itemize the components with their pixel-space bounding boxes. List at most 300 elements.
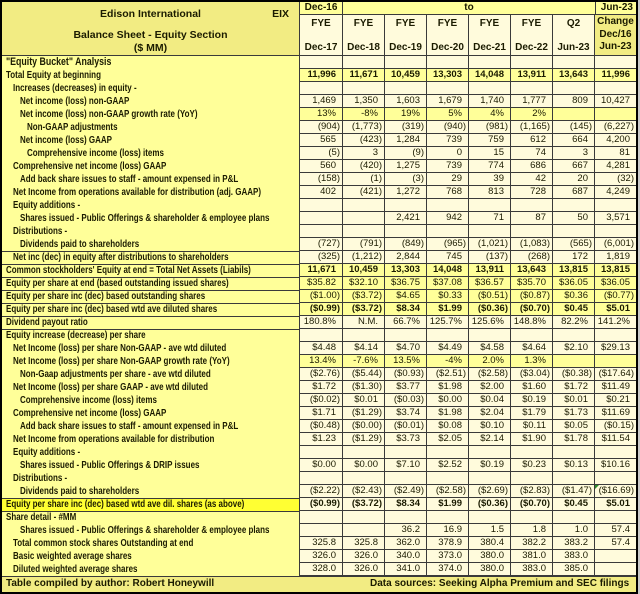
row-label: [2, 225, 300, 238]
column-header: [385, 15, 427, 55]
value-cell: ($0.36): [469, 303, 511, 316]
table-row: [2, 316, 636, 329]
value-cell: $1.72: [300, 381, 343, 394]
value-cell: $2.52: [427, 459, 469, 472]
row-label: [2, 134, 300, 147]
table-row: [2, 251, 636, 264]
value-cell: $1.98: [427, 407, 469, 420]
value-cell: 1,272: [385, 186, 427, 199]
value-cell: [595, 199, 636, 212]
row-label-text: Net Income from operations available for distribution (adj. GAAP): [13, 187, 262, 198]
value-cell: 14,048: [469, 69, 511, 82]
table-row: [2, 329, 636, 342]
row-label-text: Basic weighted average shares: [13, 551, 132, 562]
value-cell: ($0.01): [385, 420, 427, 433]
row-label: [2, 537, 300, 550]
column-header-line: Change: [597, 16, 634, 28]
value-cell: ($1.29): [343, 407, 385, 420]
table-subtitle: Balance Sheet - Equity Section: [73, 29, 228, 41]
value-cell: $1.79: [511, 407, 553, 420]
column-header-line: FYE: [311, 18, 331, 29]
value-cell: ($0.93): [385, 368, 427, 381]
row-label-text: Shares issued - Public Offerings & shareholder & employee plans: [20, 213, 270, 224]
value-cell: 560: [300, 160, 343, 173]
value-cell: $0.00: [343, 459, 385, 472]
period-to: to: [464, 2, 474, 13]
value-cell: 326.0: [343, 550, 385, 563]
table-row: [2, 69, 636, 82]
value-cell: 74: [511, 147, 553, 160]
row-label: [2, 329, 300, 342]
value-cell: ($2.58): [427, 485, 469, 498]
row-label: [2, 342, 300, 355]
table-row: [2, 264, 636, 277]
row-label: [2, 485, 300, 498]
value-cell: $35.70: [511, 277, 553, 290]
value-cell: $11.54: [595, 433, 636, 446]
value-cell: [469, 329, 511, 342]
value-cell: 13,815: [595, 264, 636, 277]
value-cell: [385, 472, 427, 485]
value-cell: (1,165): [511, 121, 553, 134]
value-cell: [427, 225, 469, 238]
value-cell: N.M.: [343, 316, 385, 329]
column-header: [427, 15, 469, 55]
table-row: [2, 498, 636, 511]
value-cell: $0.04: [469, 394, 511, 407]
value-cell: $0.01: [343, 394, 385, 407]
value-cell: [385, 199, 427, 212]
value-cell: [595, 511, 636, 524]
value-cell: [511, 82, 553, 95]
value-cell: (1,773): [343, 121, 385, 134]
value-cell: [427, 511, 469, 524]
value-cell: $2.10: [553, 342, 595, 355]
row-label-text: Share detail - #MM: [6, 512, 77, 523]
value-cell: $0.08: [427, 420, 469, 433]
value-cell: $3.73: [385, 433, 427, 446]
table-row: [2, 277, 636, 290]
column-header-line: Dec-17: [304, 42, 338, 53]
row-label: [2, 264, 300, 277]
table-row: [2, 160, 636, 173]
value-cell: [300, 446, 343, 459]
value-cell: $2.04: [469, 407, 511, 420]
table-row: [2, 563, 636, 576]
value-cell: 13,643: [511, 264, 553, 277]
value-cell: $1.99: [427, 303, 469, 316]
value-cell: 325.8: [343, 537, 385, 550]
value-cell: [595, 563, 636, 576]
value-cell: (1,212): [343, 251, 385, 264]
value-cell: [553, 329, 595, 342]
value-cell: (981): [469, 121, 511, 134]
value-cell: (940): [427, 121, 469, 134]
value-cell: $36.05: [595, 277, 636, 290]
value-cell: 3,571: [595, 212, 636, 225]
row-label: [2, 472, 300, 485]
value-cell: [595, 56, 636, 69]
value-cell: (6,001): [595, 238, 636, 251]
value-cell: $0.21: [595, 394, 636, 407]
column-header: [343, 15, 385, 55]
value-cell: $4.65: [385, 290, 427, 303]
period-strip: [300, 2, 636, 15]
value-cell: 36.2: [385, 524, 427, 537]
value-cell: [595, 225, 636, 238]
value-cell: $10.16: [595, 459, 636, 472]
value-cell: $0.19: [469, 459, 511, 472]
value-cell: [343, 56, 385, 69]
row-label-text: Total common stock shares Outstanding at end: [13, 538, 194, 549]
value-cell: $0.01: [553, 394, 595, 407]
value-cell: $8.34: [385, 498, 427, 511]
row-label-text: Total Equity at beginning: [6, 70, 101, 81]
value-cell: [469, 225, 511, 238]
row-label: [2, 147, 300, 160]
value-cell: -7.6%: [343, 355, 385, 368]
table-row: [2, 56, 636, 69]
value-cell: 385.0: [553, 563, 595, 576]
value-cell: 383.2: [553, 537, 595, 550]
value-cell: ($2.43): [343, 485, 385, 498]
row-label: [2, 524, 300, 537]
table-row: [2, 212, 636, 225]
table-row: [2, 485, 636, 498]
value-cell: (5): [300, 147, 343, 160]
value-cell: [595, 82, 636, 95]
value-cell: (1,021): [469, 238, 511, 251]
table-row: [2, 446, 636, 459]
column-header-line: Dec-22: [515, 42, 548, 53]
row-label: [2, 563, 300, 576]
value-cell: 3: [553, 147, 595, 160]
value-cell: ($0.00): [343, 420, 385, 433]
value-cell: [343, 472, 385, 485]
value-cell: (420): [343, 160, 385, 173]
value-cell: $32.10: [343, 277, 385, 290]
value-cell: ($3.72): [343, 498, 385, 511]
value-cell: 1,275: [385, 160, 427, 173]
row-label-text: Equity additions -: [13, 447, 81, 458]
value-cell: [385, 225, 427, 238]
value-cell: ($1.29): [343, 433, 385, 446]
value-cell: [595, 355, 636, 368]
value-cell: (145): [553, 121, 595, 134]
value-cell: 66.7%: [385, 316, 427, 329]
value-cell: $4.64: [511, 342, 553, 355]
row-label-text: Equity per share at end (based outstanding issued shares): [6, 278, 229, 289]
value-cell: 341.0: [385, 563, 427, 576]
value-cell: 3: [343, 147, 385, 160]
value-cell: (9): [385, 147, 427, 160]
row-label: [2, 251, 300, 264]
value-cell: 10,427: [595, 95, 636, 108]
row-label: [2, 238, 300, 251]
value-cell: (423): [343, 134, 385, 147]
value-cell: 565: [300, 134, 343, 147]
value-cell: (1): [343, 173, 385, 186]
table-row: [2, 290, 636, 303]
value-cell: (421): [343, 186, 385, 199]
row-label: [2, 511, 300, 524]
value-cell: 13%: [300, 108, 343, 121]
value-cell: ($0.03): [385, 394, 427, 407]
value-cell: 13,303: [385, 264, 427, 277]
row-label-text: Equity additions -: [13, 200, 81, 211]
row-label-text: Diluted weighted average shares: [13, 564, 138, 575]
value-cell: 1,679: [427, 95, 469, 108]
value-cell: [343, 225, 385, 238]
value-cell: 728: [511, 186, 553, 199]
row-label-text: Non-GAAP adjustments: [27, 122, 118, 133]
row-label: [2, 212, 300, 225]
value-cell: 1.0: [553, 524, 595, 537]
value-cell: ($1.00): [300, 290, 343, 303]
row-label-text: Net Income (loss) per share Non-GAAP growth rate (YoY): [13, 356, 230, 367]
row-label-text: Shares issued - Public Offerings & shareholder & employee plans: [20, 525, 270, 536]
value-cell: 1,603: [385, 95, 427, 108]
value-cell: (319): [385, 121, 427, 134]
column-header: [511, 15, 553, 55]
value-cell: [595, 550, 636, 563]
value-cell: [385, 446, 427, 459]
value-cell: 125.7%: [427, 316, 469, 329]
value-cell: $37.08: [427, 277, 469, 290]
row-label-text: Comprehensive net income (loss) GAAP: [13, 408, 167, 419]
table-row: [2, 433, 636, 446]
row-label: [2, 433, 300, 446]
value-cell: 42: [511, 173, 553, 186]
value-cell: (791): [343, 238, 385, 251]
table-row: [2, 173, 636, 186]
value-cell: 612: [511, 134, 553, 147]
value-cell: 2%: [511, 108, 553, 121]
value-cell: [511, 472, 553, 485]
value-cell: [553, 82, 595, 95]
title-block: [2, 2, 300, 55]
value-cell: 13,815: [553, 264, 595, 277]
value-cell: [385, 56, 427, 69]
value-cell: (727): [300, 238, 343, 251]
value-cell: (1,083): [511, 238, 553, 251]
value-cell: 1.8: [511, 524, 553, 537]
value-cell: $3.77: [385, 381, 427, 394]
value-cell: $2.05: [427, 433, 469, 446]
row-label: [2, 186, 300, 199]
column-header-line: FYE: [437, 18, 458, 29]
value-cell: [553, 511, 595, 524]
value-cell: [427, 82, 469, 95]
table-row: [2, 550, 636, 563]
value-cell: ($0.70): [511, 498, 553, 511]
value-cell: $0.45: [553, 303, 595, 316]
row-label-text: Increases (decreases) in equity -: [13, 83, 137, 94]
value-cell: ($0.99): [300, 303, 343, 316]
value-cell: 2.0%: [469, 355, 511, 368]
value-cell: 13,911: [511, 69, 553, 82]
value-cell: -8%: [343, 108, 385, 121]
value-cell: (565): [553, 238, 595, 251]
table-row: [2, 82, 636, 95]
value-cell: $0.19: [511, 394, 553, 407]
value-cell: 809: [553, 95, 595, 108]
row-label: [2, 95, 300, 108]
value-cell: 326.0: [343, 563, 385, 576]
value-cell: $0.23: [511, 459, 553, 472]
value-cell: $8.34: [385, 303, 427, 316]
value-cell: 382.2: [511, 537, 553, 550]
column-header-line: Dec-18: [347, 42, 380, 53]
value-cell: [553, 446, 595, 459]
value-cell: $0.00: [300, 459, 343, 472]
value-cell: 774: [469, 160, 511, 173]
value-cell: $1.98: [427, 381, 469, 394]
row-label-text: "Equity Bucket" Analysis: [6, 56, 112, 68]
value-cell: ($2.69): [469, 485, 511, 498]
table-row: [2, 303, 636, 316]
row-label: [2, 420, 300, 433]
value-cell: 328.0: [300, 563, 343, 576]
value-cell: (158): [300, 173, 343, 186]
value-cell: (325): [300, 251, 343, 264]
value-cell: [343, 511, 385, 524]
row-label-text: Add back share issues to staff - amount expensed in P&L: [20, 421, 239, 432]
column-header-line: Jun-23: [599, 41, 632, 53]
value-cell: 1,284: [385, 134, 427, 147]
data-sources: Data sources: Seeking Alpha Premium and SEC filings: [370, 578, 630, 589]
value-cell: $5.01: [595, 498, 636, 511]
row-label: [2, 56, 300, 69]
value-cell: [427, 56, 469, 69]
value-cell: [469, 472, 511, 485]
value-cell: 326.0: [300, 550, 343, 563]
table-row: [2, 147, 636, 160]
value-cell: 11,996: [595, 69, 636, 82]
row-label-text: Dividends paid to shareholders: [20, 239, 140, 250]
value-cell: 1,350: [343, 95, 385, 108]
units-label: ($ MM): [133, 42, 168, 54]
value-cell: 4,281: [595, 160, 636, 173]
value-cell: 57.4: [595, 537, 636, 550]
value-cell: 813: [469, 186, 511, 199]
value-cell: (849): [385, 238, 427, 251]
value-cell: 20: [553, 173, 595, 186]
value-cell: 374.0: [427, 563, 469, 576]
value-cell: $1.90: [511, 433, 553, 446]
value-cell: $1.60: [511, 381, 553, 394]
value-cell: [385, 82, 427, 95]
value-cell: 2,421: [385, 212, 427, 225]
value-cell: $2.00: [469, 381, 511, 394]
value-cell: ($16.69): [595, 485, 636, 498]
value-cell: $1.99: [427, 498, 469, 511]
column-headers: [300, 15, 636, 55]
table-row: [2, 199, 636, 212]
value-cell: 1,740: [469, 95, 511, 108]
table-row: [2, 420, 636, 433]
value-cell: 15: [469, 147, 511, 160]
author-credit: Table compiled by author: Robert Honeywill: [6, 578, 215, 589]
column-header-line: Jun-23: [557, 42, 590, 53]
value-cell: 141.2%: [595, 316, 636, 329]
row-label: [2, 550, 300, 563]
value-cell: [300, 56, 343, 69]
value-cell: 667: [553, 160, 595, 173]
value-cell: 378.9: [427, 537, 469, 550]
value-cell: [300, 524, 343, 537]
row-label-text: Comprehensive income (loss) items: [20, 395, 157, 406]
value-cell: ($1.30): [343, 381, 385, 394]
value-cell: $35.82: [300, 277, 343, 290]
column-header: [553, 15, 595, 55]
value-cell: [343, 199, 385, 212]
value-cell: [553, 108, 595, 121]
value-cell: [300, 329, 343, 342]
row-label: [2, 459, 300, 472]
value-cell: 373.0: [427, 550, 469, 563]
table-row: [2, 225, 636, 238]
row-label: [2, 368, 300, 381]
value-cell: $36.57: [469, 277, 511, 290]
value-cell: 383.0: [511, 563, 553, 576]
value-cell: [300, 82, 343, 95]
table-row: [2, 186, 636, 199]
value-cell: 57.4: [595, 524, 636, 537]
row-label-text: Equity per share inc (dec) based outstanding shares: [6, 291, 206, 302]
value-cell: $3.74: [385, 407, 427, 420]
value-cell: (268): [511, 251, 553, 264]
value-cell: [300, 472, 343, 485]
column-header-line: Dec/16: [599, 28, 632, 40]
value-cell: $29.13: [595, 342, 636, 355]
value-cell: 4,200: [595, 134, 636, 147]
value-cell: (32): [595, 173, 636, 186]
value-cell: $0.00: [427, 394, 469, 407]
row-label-text: Common stockholders' Equity at end = Total Net Assets (Liabils): [6, 265, 251, 276]
value-cell: 1,819: [595, 251, 636, 264]
value-cell: $5.01: [595, 303, 636, 316]
value-cell: [553, 472, 595, 485]
value-cell: 125.6%: [469, 316, 511, 329]
value-cell: 380.0: [469, 563, 511, 576]
row-label: [2, 394, 300, 407]
value-cell: ($0.99): [300, 498, 343, 511]
value-cell: ($0.02): [300, 394, 343, 407]
value-cell: $4.49: [427, 342, 469, 355]
column-header-line: Dec-20: [431, 42, 464, 53]
column-header-change: [595, 15, 636, 55]
period-header: [300, 2, 636, 55]
value-cell: (904): [300, 121, 343, 134]
value-cell: -4%: [427, 355, 469, 368]
value-cell: [511, 199, 553, 212]
value-cell: 739: [427, 160, 469, 173]
value-cell: 0: [427, 147, 469, 160]
value-cell: [343, 329, 385, 342]
value-cell: [553, 225, 595, 238]
value-cell: $11.49: [595, 381, 636, 394]
value-cell: ($0.38): [553, 368, 595, 381]
value-cell: [553, 199, 595, 212]
value-cell: ($0.87): [511, 290, 553, 303]
row-label: [2, 160, 300, 173]
table-row: [2, 134, 636, 147]
column-header-line: FYE: [521, 18, 542, 29]
value-cell: $0.13: [553, 459, 595, 472]
value-cell: $0.36: [553, 290, 595, 303]
value-cell: 19%: [385, 108, 427, 121]
